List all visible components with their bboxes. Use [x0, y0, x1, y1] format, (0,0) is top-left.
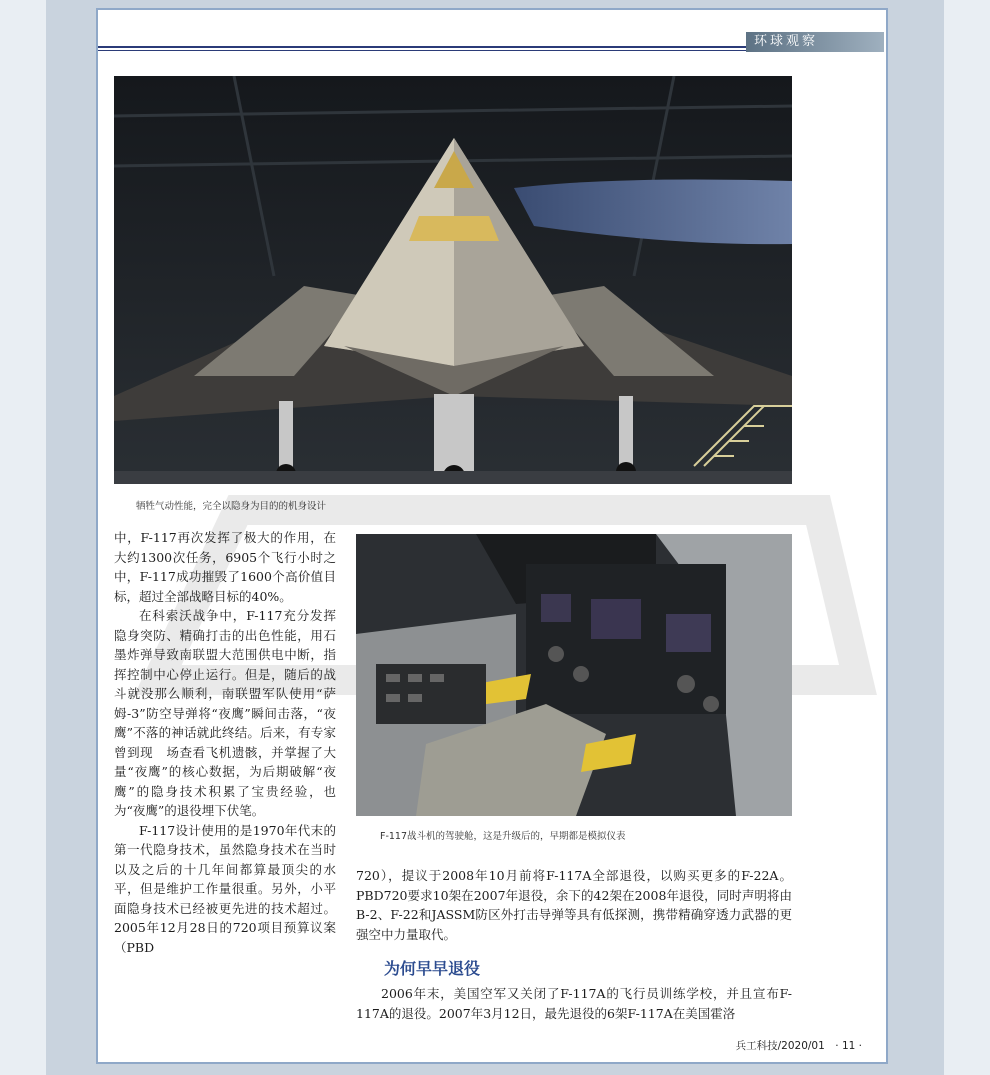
stealth-aircraft-illustration [114, 76, 792, 484]
cockpit-illustration [356, 534, 792, 816]
paragraph: 在科索沃战争中，F-117充分发挥隐身突防、精确打击的出色性能，用石墨炸弹导致南联盟大范围供电中断，指挥控制中心停止运行。但是，随后的战斗就没那么顺利，南联盟军队使用“萨姆-3”防空导弹将“夜鹰”瞬间击落，“夜鹰”不落的神话就此终结。后来，有专家曾到现 场查看飞机遗骸，并掌握了大量“夜鹰”的核心数据，为后期破解“夜鹰”的隐身技术积累了宝贵经验，也为“夜鹰”的退役埋下伏笔。 [114, 608, 336, 818]
paragraph: F-117设计使用的是1970年代末的第一代隐身技术，虽然隐身技术在当时以及之后的十几年间都算最顶尖的水平，但是维护工作量很重。另外，小平面隐身技术已经被更先进的技术超过。2005年12月28日的720项目预算议案（PBD [114, 822, 336, 955]
section-label: 环球观察 [746, 32, 884, 52]
top-photo-caption: 牺牲气动性能，完全以隐身为目的的机身设计 [136, 501, 327, 512]
cockpit-photo-caption: F-117战斗机的驾驶舱，这是升级后的，早期都是模拟仪表 [380, 831, 626, 842]
right-margin-strip [944, 0, 990, 1075]
magazine-page [96, 8, 888, 1064]
left-margin-strip [0, 0, 46, 1075]
cockpit-photo [356, 534, 792, 816]
paragraph: 720），提议于2008年10月前将F-117A全部退役，以购买更多的F-22A。PBD720要求10架在2007年退役，余下的42架在2008年退役，同时声明将由B-2、F-22和JASSM防区外打击导弹等具有低探测，携带精确穿透力武器的更强空中力量取代。 [356, 868, 792, 942]
header-rule-thin [98, 50, 748, 51]
page-footer: 兵工科技/2020/01 · 11 · [735, 1040, 862, 1052]
right-text-block-2 [356, 984, 792, 1023]
left-text-column [114, 528, 336, 957]
right-text-block [356, 866, 792, 944]
aircraft-front-photo [114, 76, 792, 484]
display-screen [591, 599, 641, 639]
paragraph: 2006年末，美国空军又关闭了F-117A的飞行员训练学校，并且宣布F-117A的退役。2007年3月12日，最先退役的6架F-117A在美国霍洛 [356, 986, 792, 1021]
header-rule [98, 46, 748, 48]
section-heading: 为何早早退役 [384, 959, 481, 978]
paragraph: 中，F-117再次发挥了极大的作用，在大约1300次任务，6905个飞行小时之中，F-117成功摧毁了1600个高价值目标，超过全部战略目标的40%。 [114, 530, 336, 604]
